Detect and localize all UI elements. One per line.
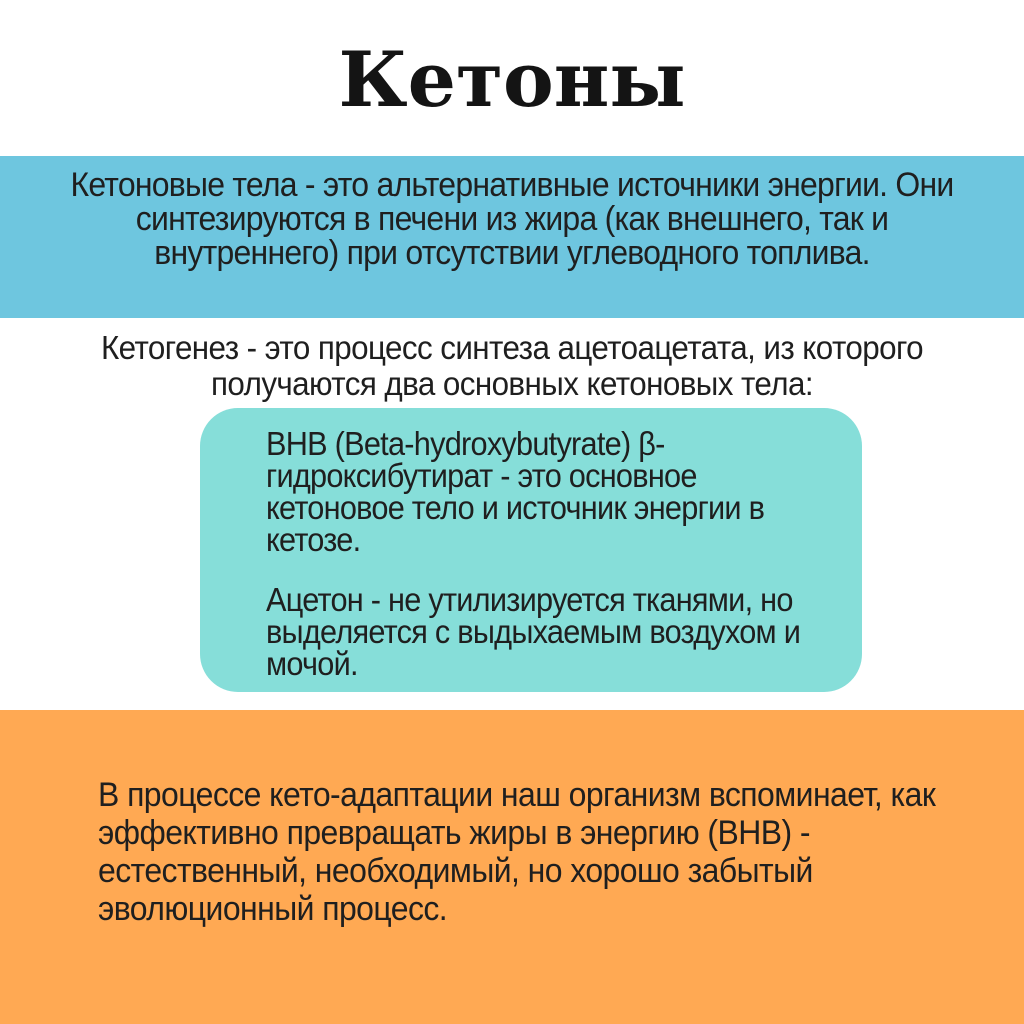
ketone-types-card <box>200 408 862 692</box>
acetone-text: Ацетон - не утилизируется тканями, но выделяется с выдыхаемым воздухом и мочой. <box>266 581 801 682</box>
page-title: Кетоны <box>338 35 686 124</box>
keto-adaptation-text: В процессе кето-адаптации наш организм вспоминает, как эффективно превращать жиры в энергию (BHB) - естественный, необходимый, но хорошо забытый эволюционный процесс. <box>98 776 936 928</box>
ketone-bodies-text: Кетоновые тела - это альтернативные источники энергии. Они синтезируются в печени из жира (как внешнего, так и внутреннего) при отсутствии углеводного топлива. <box>70 166 954 272</box>
ketogenesis-text: Кетогенез - это процесс синтеза ацетоацетата, из которого получаются два основных кетоновых тела: <box>100 329 924 402</box>
keto-adaptation-banner <box>0 710 1024 1024</box>
bhb-text: BHB (Beta-hydroxybutyrate) β-гидроксибутират - это основное кетоновое тело и источник энергии в кетозе. <box>266 425 765 558</box>
ketone-bodies-banner <box>0 156 1024 318</box>
